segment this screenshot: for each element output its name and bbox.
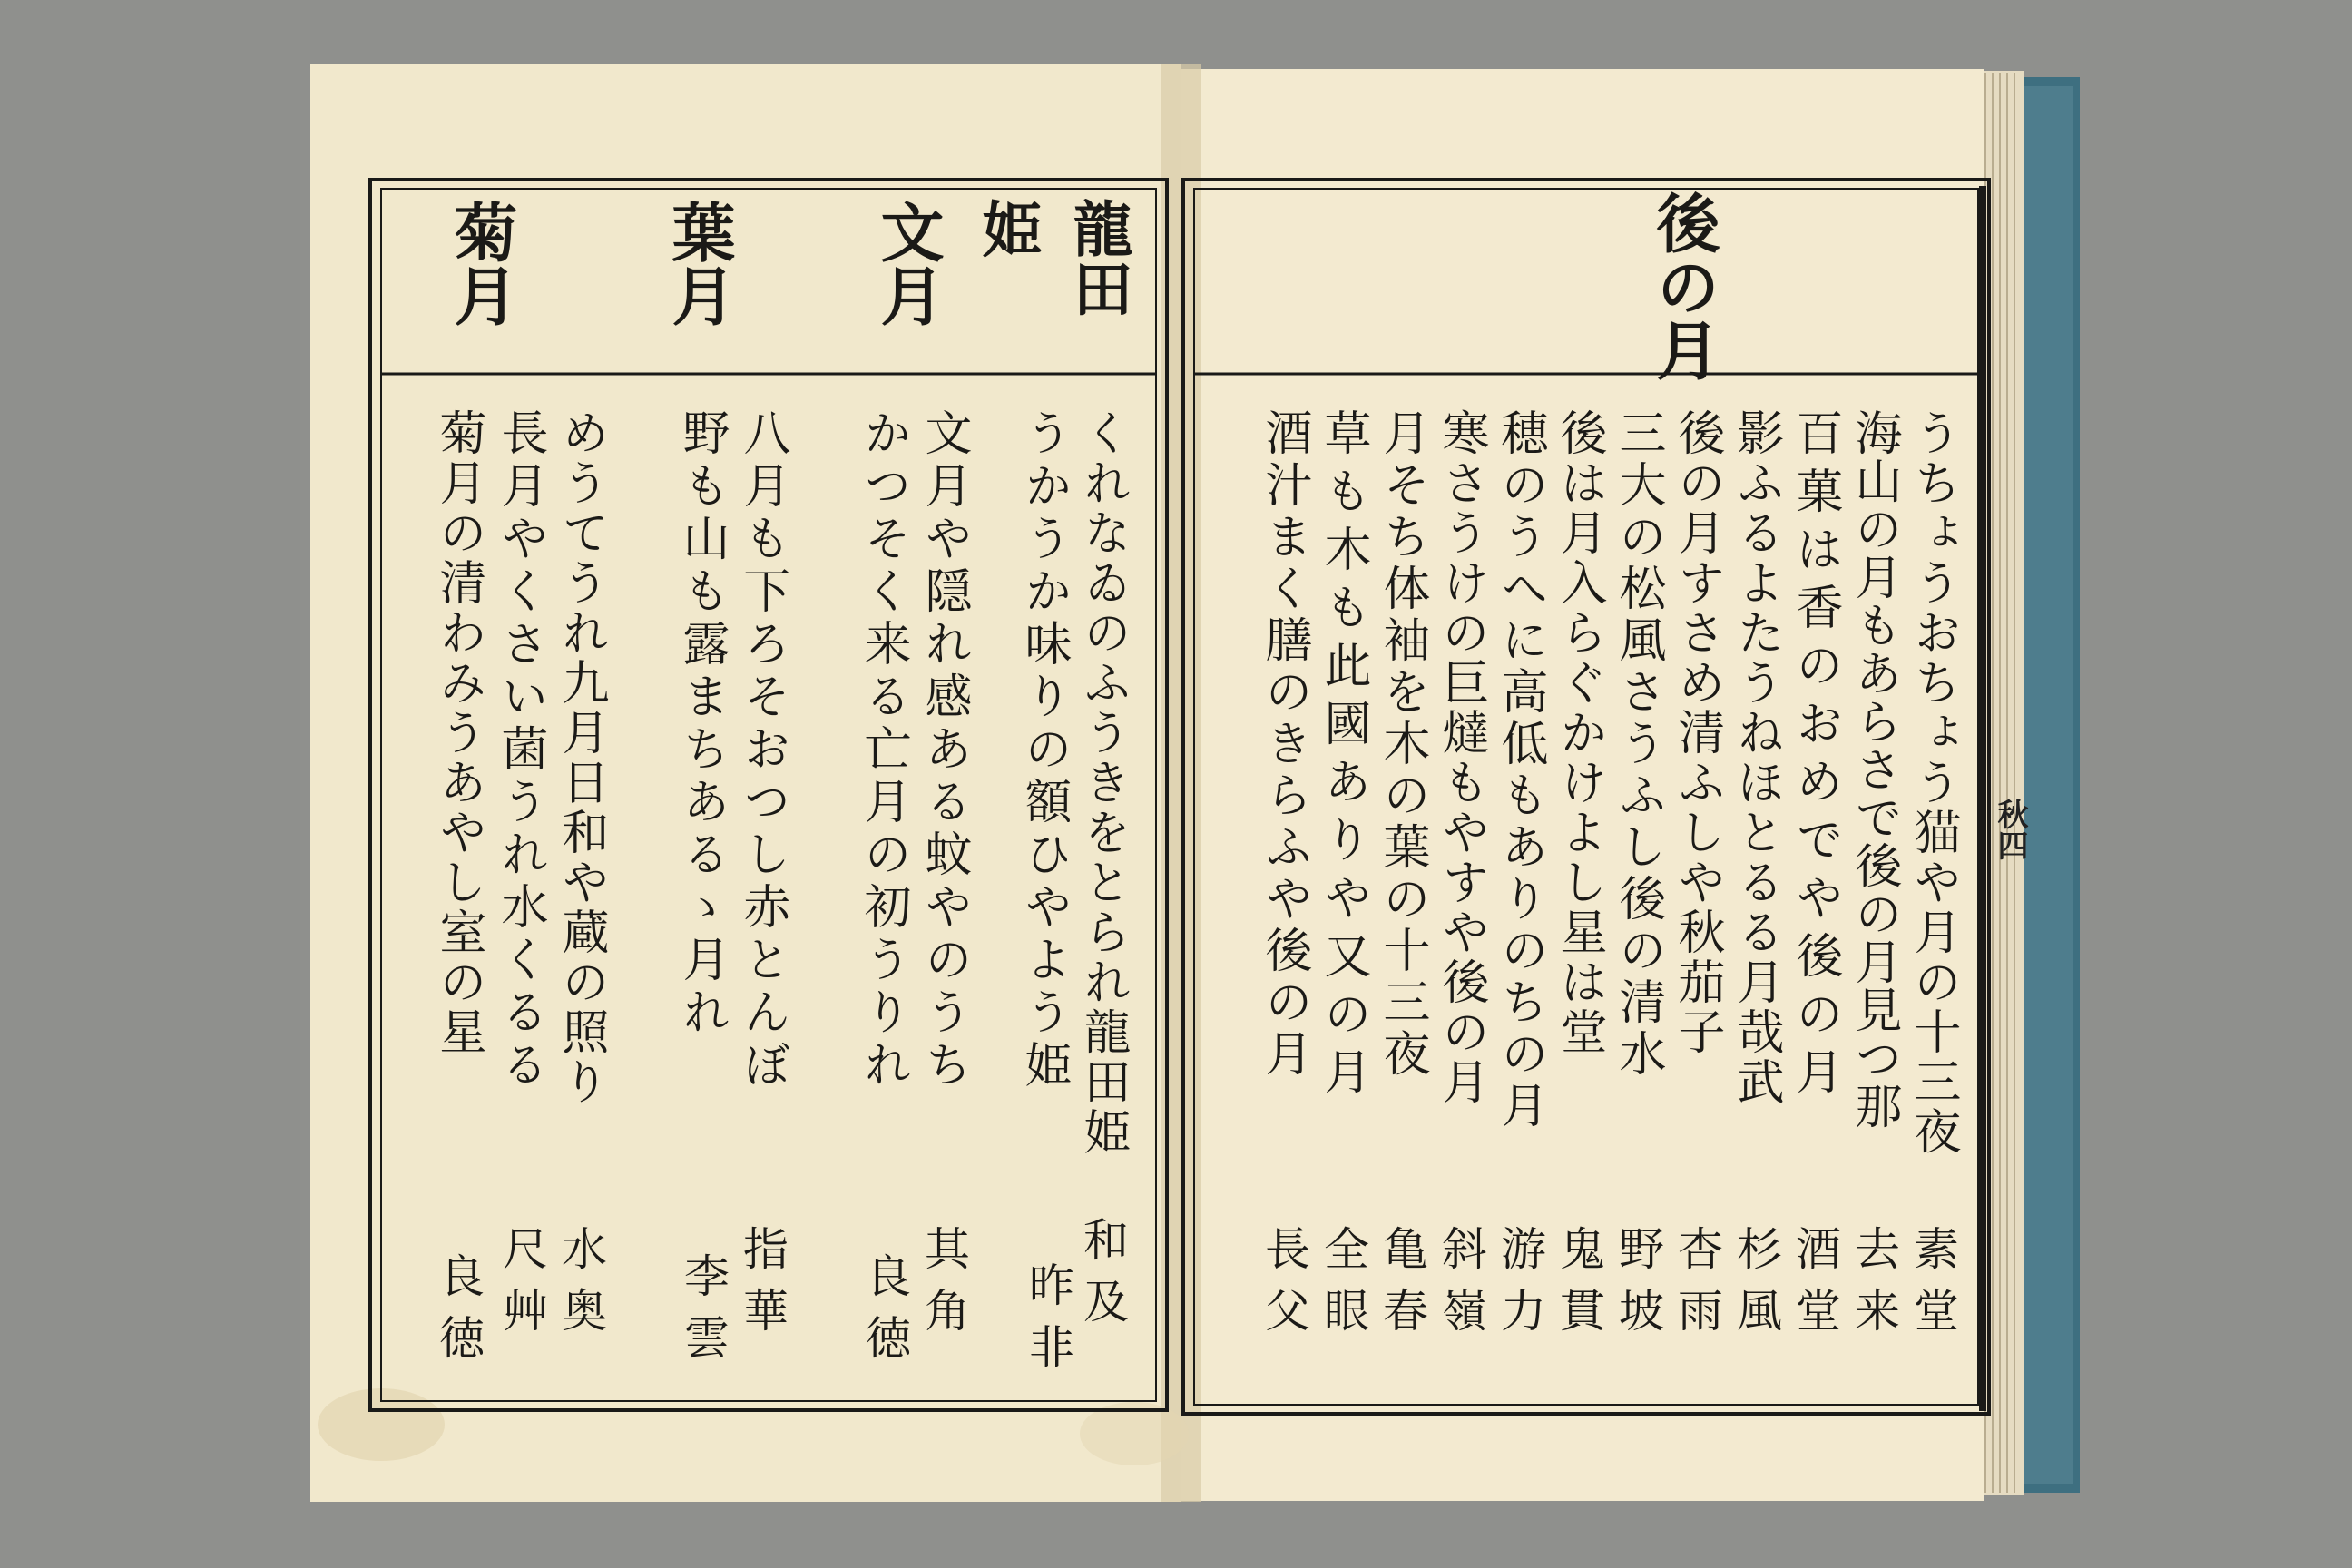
left-poem-4: かつそく来る亡月の初うりれ bbox=[856, 408, 910, 1093]
right-poem-1: うちょうおちょう猫や月の十三夜 bbox=[1906, 408, 1960, 1157]
left-author-1: 和及 bbox=[1076, 1216, 1129, 1339]
left-author-4: 良徳 bbox=[858, 1252, 911, 1376]
right-poem-8: 穂のうへに高低もありのちの月 bbox=[1493, 408, 1547, 1132]
right-author-9: 斜嶺 bbox=[1435, 1225, 1487, 1348]
right-poem-2: 海山の月もあらさで後の月見つ那 bbox=[1847, 408, 1901, 1130]
left-poem-2: うかうか味りの額ひやよう姫 bbox=[1016, 408, 1071, 1093]
right-author-12: 長父 bbox=[1258, 1225, 1310, 1348]
right-author-2: 去来 bbox=[1847, 1225, 1900, 1348]
left-poem-3: 文月や隠れ感ある蚊やのうち bbox=[916, 408, 971, 1093]
right-author-11: 全眼 bbox=[1317, 1225, 1369, 1348]
left-poem-7: めうてうれ九月日和や蔵の照り bbox=[554, 408, 608, 1107]
right-author-6: 野坡 bbox=[1612, 1225, 1664, 1348]
left-poem-8: 長月やくさい菌うれ水くるる bbox=[493, 408, 547, 1093]
right-poem-7: 後は月入らぐかけよし星は堂 bbox=[1552, 408, 1606, 1057]
right-author-5: 杏雨 bbox=[1671, 1225, 1723, 1348]
left-author-8: 尺艸 bbox=[495, 1225, 548, 1348]
right-title: 後の月 bbox=[1646, 191, 1721, 381]
right-poem-4: 影ふるよたうねほとるる月哉武 bbox=[1729, 408, 1783, 1107]
left-title-4: 菊月 bbox=[444, 200, 519, 327]
right-poem-10: 月そち体袖を木の葉の十三夜 bbox=[1375, 408, 1429, 1081]
left-author-2: 昨非 bbox=[1022, 1261, 1074, 1385]
right-author-4: 杉風 bbox=[1730, 1225, 1782, 1348]
right-author-3: 酒堂 bbox=[1788, 1225, 1841, 1348]
right-author-7: 鬼貫 bbox=[1553, 1225, 1605, 1348]
left-poem-1: くれなゐのふうきをとられ龍田姫 bbox=[1075, 408, 1130, 1157]
right-poem-3: 百菓は香のおめでや後の月 bbox=[1788, 408, 1842, 1105]
left-poem-9: 菊月の清わみうあやし室の星 bbox=[431, 408, 485, 1057]
left-author-3: 其角 bbox=[917, 1225, 970, 1348]
left-author-7: 水奥 bbox=[554, 1225, 607, 1348]
right-poem-12: 酒汁まく膳のきらふや後の月 bbox=[1257, 408, 1311, 1081]
right-poem-6: 三大の松風さうふし後の清水 bbox=[1611, 408, 1665, 1081]
left-title-2: 文月 bbox=[870, 200, 946, 327]
page-margin-label: 秋四 bbox=[1992, 799, 2028, 860]
left-poem-6: 野も山も露まちあるゝ月れ bbox=[674, 408, 729, 1040]
right-author-8: 游力 bbox=[1494, 1225, 1546, 1348]
left-poem-5: 八月も下ろそおつし赤とんぼ bbox=[735, 408, 789, 1093]
right-poem-5: 後の月すさめ清ふしや秋茄子 bbox=[1670, 408, 1724, 1057]
left-title-3: 葉月 bbox=[662, 200, 737, 327]
right-poem-11: 草も木も此國ありや又の月 bbox=[1316, 408, 1370, 1105]
right-poem-9: 寒さうけの巨燵もやすや後の月 bbox=[1434, 408, 1488, 1107]
left-author-9: 良徳 bbox=[432, 1252, 485, 1376]
right-author-1: 素堂 bbox=[1906, 1225, 1959, 1348]
right-author-10: 亀春 bbox=[1376, 1225, 1428, 1348]
left-title-1: 龍田姫 bbox=[972, 198, 1133, 318]
left-author-5: 指華 bbox=[736, 1225, 789, 1348]
left-author-6: 李雲 bbox=[677, 1252, 730, 1376]
